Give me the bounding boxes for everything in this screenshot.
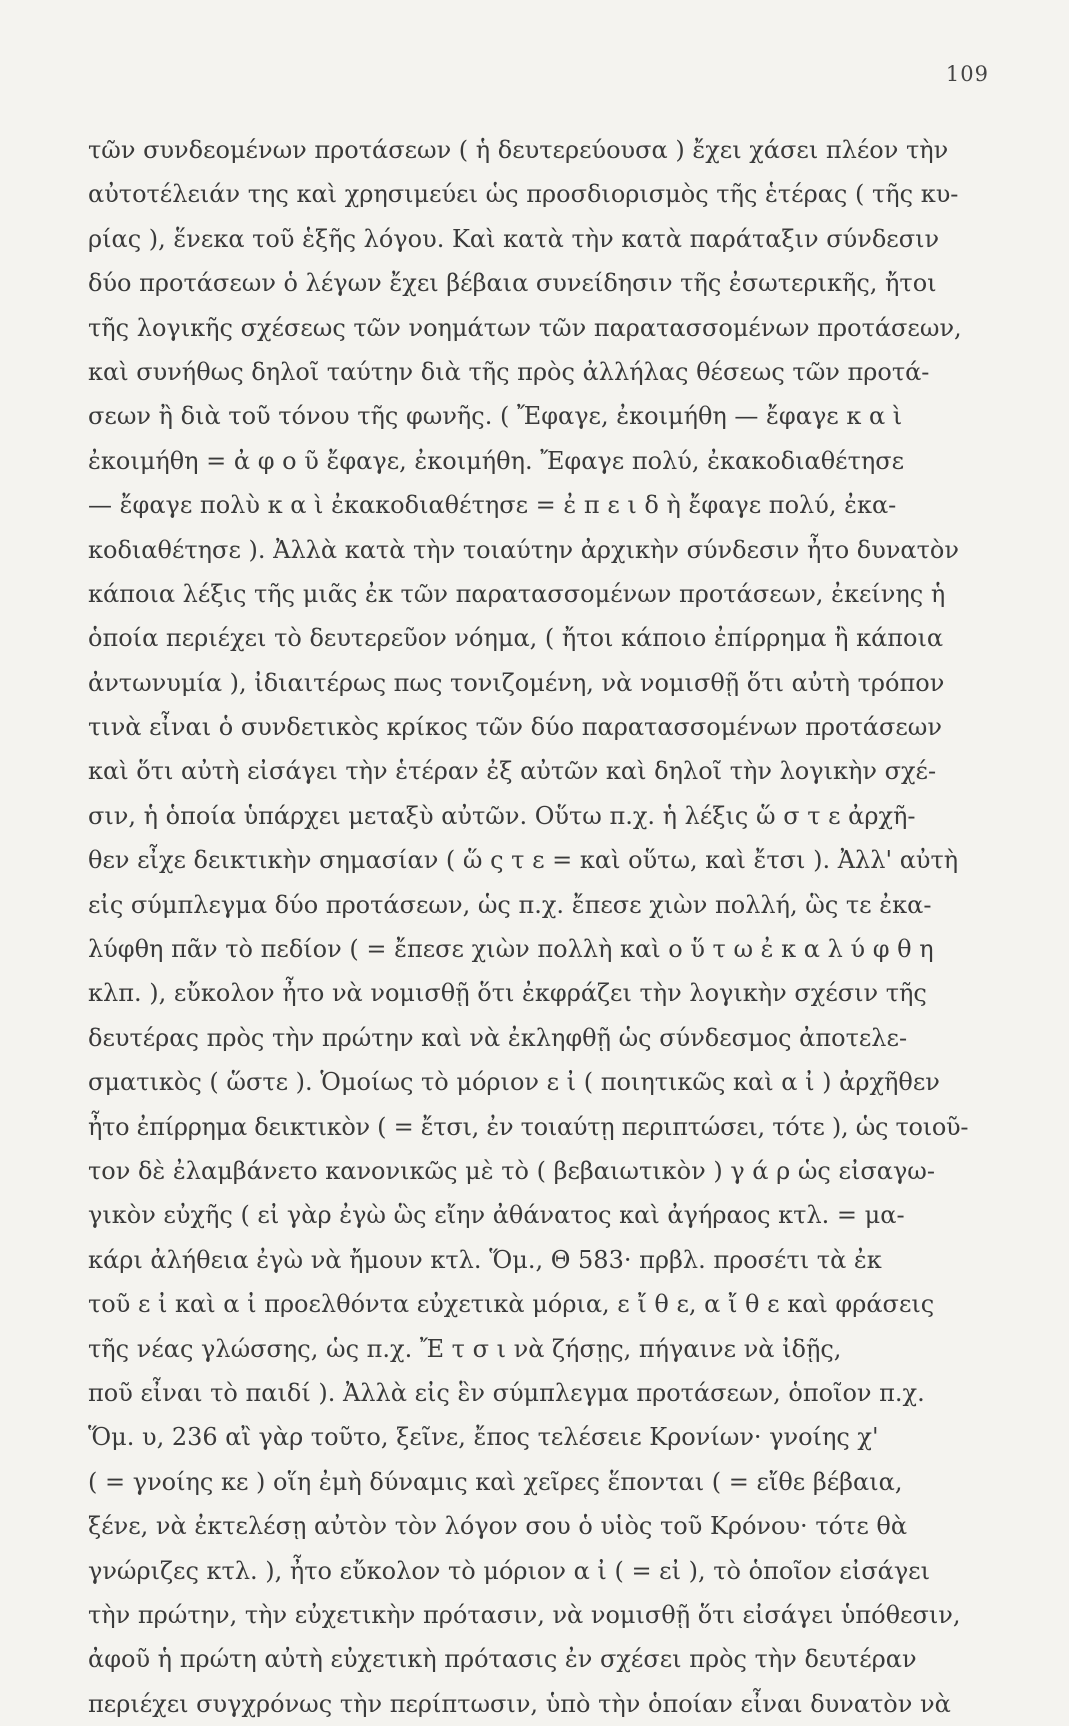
text-line: θεν εἶχε δεικτικὴν σημασίαν ( ὥ ς τ ε = καὶ οὕτω, καὶ ἔτσι ). Ἀλλ' αὐτὴ <box>88 846 959 875</box>
text-line: ἀφοῦ ἡ πρώτη αὐτὴ εὐχετικὴ πρότασις ἐν σχέσει πρὸς τὴν δευτέραν <box>88 1645 917 1674</box>
text-line: δύο προτάσεων ὁ λέγων ἔχει βέβαια συνείδησιν τῆς ἐσωτερικῆς, ἤτοι <box>88 269 937 298</box>
text-line: λύφθη πᾶν τὸ πεδίον ( = ἔπεσε χιὼν πολλὴ καὶ ο ὕ τ ω ἐ κ α λ ύ φ θ η <box>88 935 934 964</box>
text-line: τινὰ εἶναι ὁ συνδετικὸς κρίκος τῶν δύο παρατασσομένων προτάσεων <box>88 713 942 742</box>
text-line: αὐτοτέλειάν της καὶ χρησιμεύει ὡς προσδιορισμὸς τῆς ἑτέρας ( τῆς κυ- <box>88 180 959 209</box>
text-line: καὶ συνήθως δηλοῖ ταύτην διὰ τῆς πρὸς ἀλλήλας θέσεως τῶν προτά- <box>88 357 930 386</box>
text-line: ποῦ εἶναι τὸ παιδί ). Ἀλλὰ εἰς ἓν σύμπλεγμα προτάσεων, ὁποῖον π.χ. <box>88 1378 925 1407</box>
text-line: τῆς λογικῆς σχέσεως τῶν νοημάτων τῶν παρατασσομένων προτάσεων, <box>88 313 962 342</box>
text-line: ἀντωνυμία ), ἰδιαιτέρως πως τονιζομένη, νὰ νομισθῇ ὅτι αὐτὴ τρόπον <box>88 668 945 697</box>
text-line: καὶ ὅτι αὐτὴ εἰσάγει τὴν ἑτέραν ἐξ αὐτῶν καὶ δηλοῖ τὴν λογικὴν σχέ- <box>88 757 937 786</box>
body-text <box>88 128 968 1726</box>
text-line: Ὅμ. υ, 236 αἲ γὰρ τοῦτο, ξεῖνε, ἔπος τελέσειε Κρονίων· γνοίης χ' <box>88 1423 879 1452</box>
text-line: δευτέρας πρὸς τὴν πρώτην καὶ νὰ ἐκληφθῇ ὡς σύνδεσμος ἀποτελε- <box>88 1023 908 1052</box>
text-line: ξένε, νὰ ἐκτελέσῃ αὐτὸν τὸν λόγον σου ὁ υἱὸς τοῦ Κρόνου· τότε θὰ <box>88 1512 908 1541</box>
text-line: περιέχει συγχρόνως τὴν περίπτωσιν, ὑπὸ τὴν ὁποίαν εἶναι δυνατὸν νὰ <box>88 1689 951 1718</box>
text-line: τὴν πρώτην, τὴν εὐχετικὴν πρότασιν, νὰ νομισθῇ ὅτι εἰσάγει ὑπόθεσιν, <box>88 1600 961 1629</box>
text-line: ρίας ), ἕνεκα τοῦ ἑξῆς λόγου. Καὶ κατὰ τὴν κατὰ παράταξιν σύνδεσιν <box>88 224 940 253</box>
text-line: ( = γνοίης κε ) οἵη ἐμὴ δύναμις καὶ χεῖρες ἕπονται ( = εἴθε βέβαια, <box>88 1467 903 1496</box>
text-line: τῶν συνδεομένων προτάσεων ( ἡ δευτερεύουσα ) ἔχει χάσει πλέον τὴν <box>88 136 949 164</box>
text-line: — ἔφαγε πολὺ κ α ὶ ἐκακοδιαθέτησε = ἐ π ε ι δ ὴ ἔφαγε πολύ, ἐκα- <box>88 491 897 520</box>
text-line: σματικὸς ( ὥστε ). Ὁμοίως τὸ μόριον ε ἰ ( ποιητικῶς καὶ α ἰ ) ἀρχῆθεν <box>88 1068 940 1097</box>
text-line: σιν, ἡ ὁποία ὑπάρχει μεταξὺ αὐτῶν. Οὕτω π.χ. ἡ λέξις ὥ σ τ ε ἀρχῆ- <box>88 801 916 830</box>
text-line: κοδιαθέτησε ). Ἀλλὰ κατὰ τὴν τοιαύτην ἀρχικὴν σύνδεσιν ἦτο δυνατὸν <box>88 535 959 564</box>
text-line: ἐκοιμήθη = ἀ φ ο ῦ ἔφαγε, ἐκοιμήθη. Ἔφαγε πολύ, ἐκακοδιαθέτησε <box>88 446 905 475</box>
text-line: κάρι ἀλήθεια ἐγὼ νὰ ἤμουν κτλ. Ὅμ., Θ 583· πρβλ. προσέτι τὰ ἐκ <box>88 1245 882 1274</box>
text-line: κλπ. ), εὔκολον ἦτο νὰ νομισθῇ ὅτι ἐκφράζει τὴν λογικὴν σχέσιν τῆς <box>88 979 927 1008</box>
text-line: σεων ἢ διὰ τοῦ τόνου τῆς φωνῆς. ( Ἔφαγε, ἐκοιμήθη — ἔφαγε κ α ὶ <box>88 402 903 431</box>
text-line: κάποια λέξις τῆς μιᾶς ἐκ τῶν παρατασσομένων προτάσεων, ἐκείνης ἡ <box>88 579 946 608</box>
text-line: τον δὲ ἐλαμβάνετο κανονικῶς μὲ τὸ ( βεβαιωτικὸν ) γ ά ρ ὡς εἰσαγω- <box>88 1156 935 1185</box>
text-line: τῆς νέας γλώσσης, ὡς π.χ. Ἔ τ σ ι νὰ ζήσῃς, πήγαινε νὰ ἰδῇς, <box>88 1334 842 1363</box>
text-line: εἰς σύμπλεγμα δύο προτάσεων, ὡς π.χ. ἔπεσε χιὼν πολλή, ὣς τε ἐκα- <box>88 890 932 919</box>
page-number: 109 <box>945 62 989 86</box>
text-line: γνώριζες κτλ. ), ἦτο εὔκολον τὸ μόριον α ἰ ( = εἰ ), τὸ ὁποῖον εἰσάγει <box>88 1556 931 1585</box>
text-line: ὁποία περιέχει τὸ δευτερεῦον νόημα, ( ἤτοι κάποιο ἐπίρρημα ἢ κάποια <box>88 624 944 653</box>
text-line: γικὸν εὐχῆς ( εἰ γὰρ ἐγὼ ὣς εἴην ἀθάνατος καὶ ἀγήραος κτλ. = μα- <box>88 1201 905 1230</box>
text-line: τοῦ ε ἰ καὶ α ἰ προελθόντα εὐχετικὰ μόρια, ε ἴ θ ε, α ἴ θ ε καὶ φράσεις <box>88 1290 935 1319</box>
text-line: ἦτο ἐπίρρημα δεικτικὸν ( = ἔτσι, ἐν τοιαύτῃ περιπτώσει, τότε ), ὡς τοιοῦ- <box>88 1112 968 1141</box>
